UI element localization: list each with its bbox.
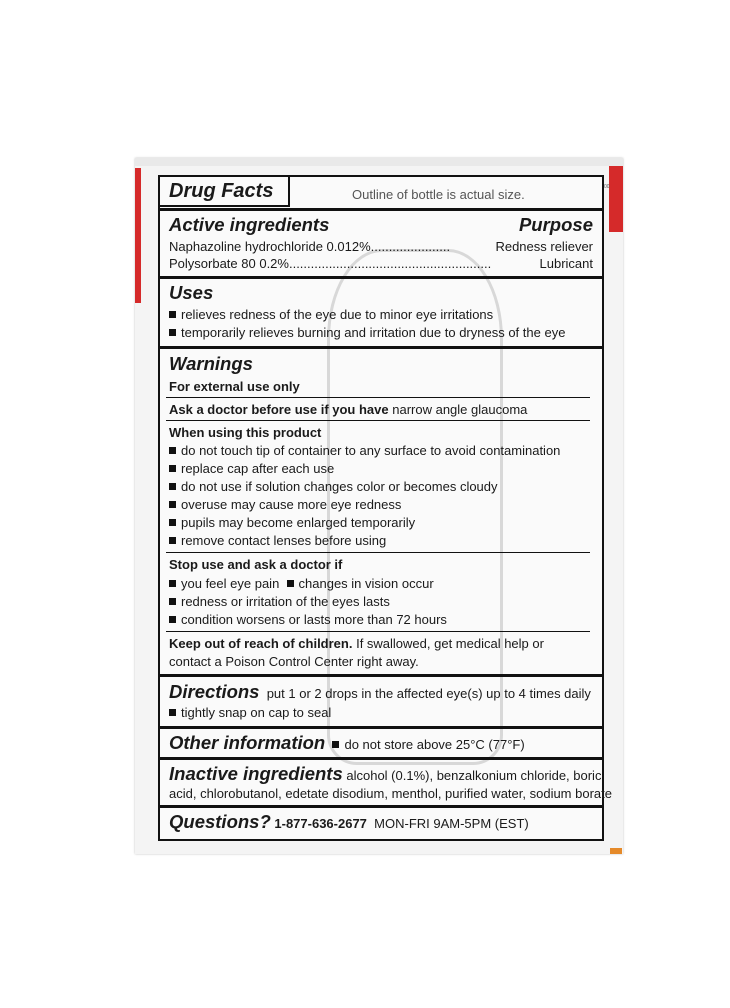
questions-hours: MON-FRI 9AM-5PM (EST): [374, 816, 529, 831]
divider: [166, 420, 590, 421]
inactive-heading: Inactive ingredients: [169, 763, 343, 784]
inactive-line-1: [169, 764, 601, 784]
ask-doctor-bold: Ask a doctor before use if you have: [169, 402, 389, 417]
when-item-1: [169, 442, 560, 459]
when-item-5: [169, 514, 415, 531]
bullet-icon: [169, 501, 176, 508]
active-row-2-ingredient: [169, 255, 491, 272]
when-item-6-text: remove contact lenses before using: [181, 533, 387, 548]
bullet-icon: [169, 329, 176, 336]
box-top-flap: [135, 158, 623, 166]
stop-item-2: [169, 593, 390, 610]
when-using-heading: When using this product: [169, 425, 322, 440]
when-item-6: [169, 532, 386, 549]
warnings-section: [160, 346, 602, 349]
active-row-1-name: Naphazoline hydrochloride 0.012%: [169, 239, 371, 254]
keep-out-line-1: [169, 635, 544, 652]
divider: [166, 552, 590, 553]
uses-item-2-text: temporarily relieves burning and irritation due to dryness of the eye: [181, 325, 566, 340]
purpose-heading: Purpose: [518, 214, 593, 235]
ask-doctor-rest: narrow angle glaucoma: [388, 402, 528, 417]
title-box: [160, 177, 290, 207]
inactive-line-2: acid, chlorobutanol, edetate disodium, menthol, purified water, sodium borate: [169, 786, 612, 801]
keep-out-bold: Keep out of reach of children.: [169, 636, 353, 651]
bullet-icon: [169, 709, 176, 716]
bullet-icon: [169, 483, 176, 490]
directions-text-1: put 1 or 2 drops in the affected eye(s) up to 4 times daily: [266, 686, 591, 701]
other-heading: Other information: [169, 732, 326, 753]
inactive-section: [160, 757, 602, 760]
uses-heading: Uses: [169, 282, 214, 303]
active-row-1-purpose: Redness reliever: [495, 239, 593, 254]
bullet-icon: [169, 580, 176, 587]
bullet-icon: [332, 741, 339, 748]
bullet-icon: [169, 465, 176, 472]
stop-item-2-text: redness or irritation of the eyes lasts: [181, 594, 390, 609]
directions-text-2: tightly snap on cap to seal: [181, 705, 332, 720]
questions-heading: Questions?: [169, 811, 271, 832]
bullet-icon: [169, 598, 176, 605]
keep-out-rest: If swallowed, get medical help or: [352, 636, 544, 651]
stop-item-3: [169, 611, 447, 628]
ask-doctor: [169, 401, 527, 418]
active-row-2-name: Polysorbate 80 0.2%: [169, 256, 289, 271]
uses-item-1: [169, 306, 493, 323]
questions-line: [169, 812, 529, 832]
bullet-icon: [169, 616, 176, 623]
keep-out-line-2: contact a Poison Control Center right away.: [169, 654, 419, 669]
questions-section: [160, 805, 602, 808]
when-item-2-text: replace cap after each use: [181, 461, 335, 476]
stop-item-1a-text: you feel eye pain: [181, 576, 280, 591]
external-use: For external use only: [169, 379, 300, 394]
directions-section: [160, 674, 602, 677]
questions-phone: 1-877-636-2677: [274, 816, 367, 831]
tiny-mark: 00: [604, 184, 610, 190]
active-row-1-dots: ......................: [370, 239, 451, 254]
when-item-4: [169, 496, 401, 513]
other-line: [169, 733, 525, 753]
uses-item-1-text: relieves redness of the eye due to minor eye irritations: [181, 307, 494, 322]
active-section: [160, 208, 602, 211]
bullet-icon: [169, 447, 176, 454]
page-title: Drug Facts: [169, 180, 274, 202]
when-item-2: [169, 460, 334, 477]
active-row-2-dots: ........................................................: [288, 256, 492, 271]
outline-note: Outline of bottle is actual size.: [352, 187, 525, 202]
bullet-icon: [169, 311, 176, 318]
divider: [166, 631, 590, 632]
uses-section: [160, 276, 602, 279]
active-row-1-ingredient: [169, 238, 450, 255]
directions-heading: Directions: [169, 681, 260, 702]
bullet-icon: [169, 519, 176, 526]
directions-line-2: [169, 704, 331, 721]
warnings-heading: Warnings: [169, 353, 253, 374]
stop-item-1: [169, 575, 434, 592]
inactive-text-1: alcohol (0.1%), benzalkonium chloride, boric: [346, 768, 602, 783]
box-red-edge-right: [609, 166, 623, 232]
uses-item-2: [169, 324, 565, 341]
when-item-3: [169, 478, 498, 495]
bullet-icon: [169, 537, 176, 544]
when-item-1-text: do not touch tip of container to any surface to avoid contamination: [181, 443, 561, 458]
when-item-4-text: overuse may cause more eye redness: [181, 497, 402, 512]
drug-facts-panel: [158, 175, 612, 841]
stop-use-heading: Stop use and ask a doctor if: [169, 557, 343, 572]
stop-item-1b-text: changes in vision occur: [298, 576, 434, 591]
when-item-5-text: pupils may become enlarged temporarily: [181, 515, 416, 530]
other-item-text: do not store above 25°C (77°F): [344, 737, 525, 752]
directions-line-1: [169, 682, 591, 702]
bullet-icon: [287, 580, 294, 587]
stop-item-3-text: condition worsens or lasts more than 72 hours: [181, 612, 447, 627]
active-heading: Active ingredients: [169, 214, 330, 235]
active-row-2-purpose: Lubricant: [539, 256, 593, 271]
box-orange-edge: [610, 848, 622, 854]
when-item-3-text: do not use if solution changes color or becomes cloudy: [181, 479, 498, 494]
divider: [166, 397, 590, 398]
box-red-edge-left: [135, 168, 141, 303]
other-section: [160, 726, 602, 729]
